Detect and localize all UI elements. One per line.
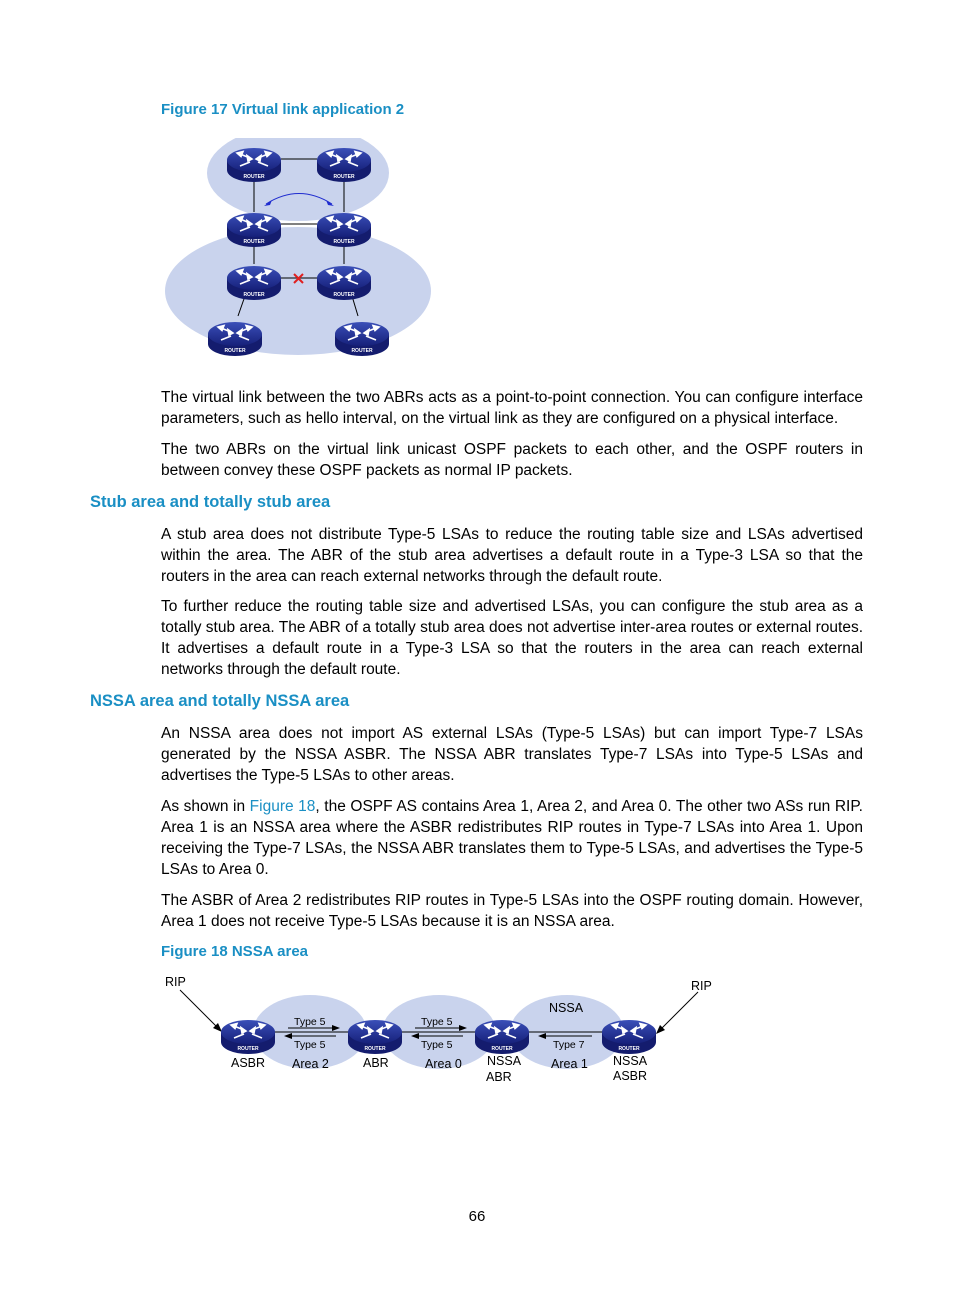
intro-paragraph: The virtual link between the two ABRs acts as a point-to-point connection. You can configure interface parameters, such as hello interval, on the virtual link as they are configured on a physical interface.	[161, 389, 863, 427]
router-nssa-asbr-icon	[602, 1020, 656, 1054]
svg-text:ROUTER: ROUTER	[491, 1046, 513, 1052]
router-nssa-abr-icon	[475, 1020, 529, 1054]
svg-text:ROUTER: ROUTER	[351, 348, 373, 354]
area-upper	[207, 138, 389, 221]
figure-17-caption: Figure 17 Virtual link application 2	[161, 101, 405, 118]
type5-label: Type 5	[421, 1039, 453, 1051]
svg-text:ROUTER: ROUTER	[333, 174, 355, 180]
area-1-label: Area 1	[551, 1057, 588, 1071]
intro-paragraph: The two ABRs on the virtual link unicast OSPF packets to each other, and the OSPF routers in between convey these OSPF packets as normal IP packets.	[161, 441, 863, 479]
rip-label-left: RIP	[165, 975, 186, 989]
router-asbr-icon	[221, 1020, 275, 1054]
router-icon	[227, 148, 281, 182]
area-2-label: Area 2	[292, 1057, 329, 1071]
figure-17-diagram	[160, 138, 440, 363]
router-icon	[227, 266, 281, 300]
section-heading-stub: Stub area and totally stub area	[90, 493, 331, 511]
nssa-paragraph: As shown in Figure 18, the OSPF AS contains Area 1, Area 2, and Area 0. The other two ASs run RIP. Area 1 is an NSSA area where the ASBR redistributes RIP routes in Type-7 LSAs into Area 1. Upon receiving the Type-7 LSAs, the NSSA ABR translates them to Type-5 LSAs, and advertises the Type-5 LSAs to Area 0.	[161, 798, 863, 878]
figure-18-link[interactable]: Figure 18	[249, 798, 316, 815]
nssa-paragraph: The ASBR of Area 2 redistributes RIP routes in Type-5 LSAs into the OSPF routing domain. However, Area 1 does not receive Type-5 LSAs because it is an NSSA area.	[161, 892, 863, 930]
svg-text:ROUTER: ROUTER	[333, 239, 355, 245]
svg-text:ROUTER: ROUTER	[237, 1046, 259, 1052]
router-icon	[208, 322, 262, 356]
svg-text:ROUTER: ROUTER	[224, 348, 246, 354]
router-icon	[227, 213, 281, 247]
type5-label: Type 5	[294, 1039, 326, 1051]
area-lower	[165, 227, 431, 355]
type7-label: Type 7	[553, 1039, 585, 1051]
nssa-abr-label: NSSA	[487, 1054, 522, 1068]
nssa-asbr-label: NSSA	[613, 1054, 648, 1068]
svg-text:ROUTER: ROUTER	[243, 292, 265, 298]
svg-text:ROUTER: ROUTER	[243, 174, 265, 180]
router-icon	[317, 213, 371, 247]
area-0-label: Area 0	[425, 1057, 462, 1071]
stub-paragraph: To further reduce the routing table size and advertised LSAs, you can configure the stub area as a totally stub area. The ABR of a totally stub area does not advertise inter-area routes or external routes. It advertises a default route in a Type-3 LSA so that the routers in the area can reach external networks through the default route.	[161, 598, 863, 678]
nssa-paragraph: An NSSA area does not import AS external LSAs (Type-5 LSAs) but can import Type-7 LSAs generated by the NSSA ASBR. The NSSA ABR translates Type-7 LSAs into Type-5 LSAs and advertises the Type-5 LSAs to other areas.	[161, 725, 863, 784]
svg-text:ROUTER: ROUTER	[618, 1046, 640, 1052]
router-abr-icon	[348, 1020, 402, 1054]
svg-text:ROUTER: ROUTER	[364, 1046, 386, 1052]
svg-text:ROUTER: ROUTER	[243, 239, 265, 245]
svg-text:ROUTER: ROUTER	[333, 292, 355, 298]
nssa-asbr-label: ASBR	[613, 1069, 648, 1083]
nssa-abr-label: ABR	[486, 1070, 512, 1084]
router-icon	[317, 266, 371, 300]
asbr-label: ASBR	[231, 1056, 266, 1070]
type5-label: Type 5	[294, 1016, 326, 1028]
nssa-label: NSSA	[549, 1001, 584, 1015]
abr-label: ABR	[363, 1056, 389, 1070]
stub-paragraph: A stub area does not distribute Type-5 LSAs to reduce the routing table size and LSAs advertised within the area. The ABR of the stub area advertises a default route in a Type-3 LSA so that the routers in the area can reach external networks through the default route.	[161, 526, 863, 585]
page-number: 66	[468, 1208, 486, 1225]
type5-label: Type 5	[421, 1016, 453, 1028]
rip-label-right: RIP	[691, 979, 712, 993]
figure-18-caption: Figure 18 NSSA area	[161, 943, 309, 960]
section-heading-nssa: NSSA area and totally NSSA area	[90, 692, 350, 710]
router-icon	[317, 148, 371, 182]
router-icon	[335, 322, 389, 356]
figure-18-diagram	[160, 968, 720, 1090]
